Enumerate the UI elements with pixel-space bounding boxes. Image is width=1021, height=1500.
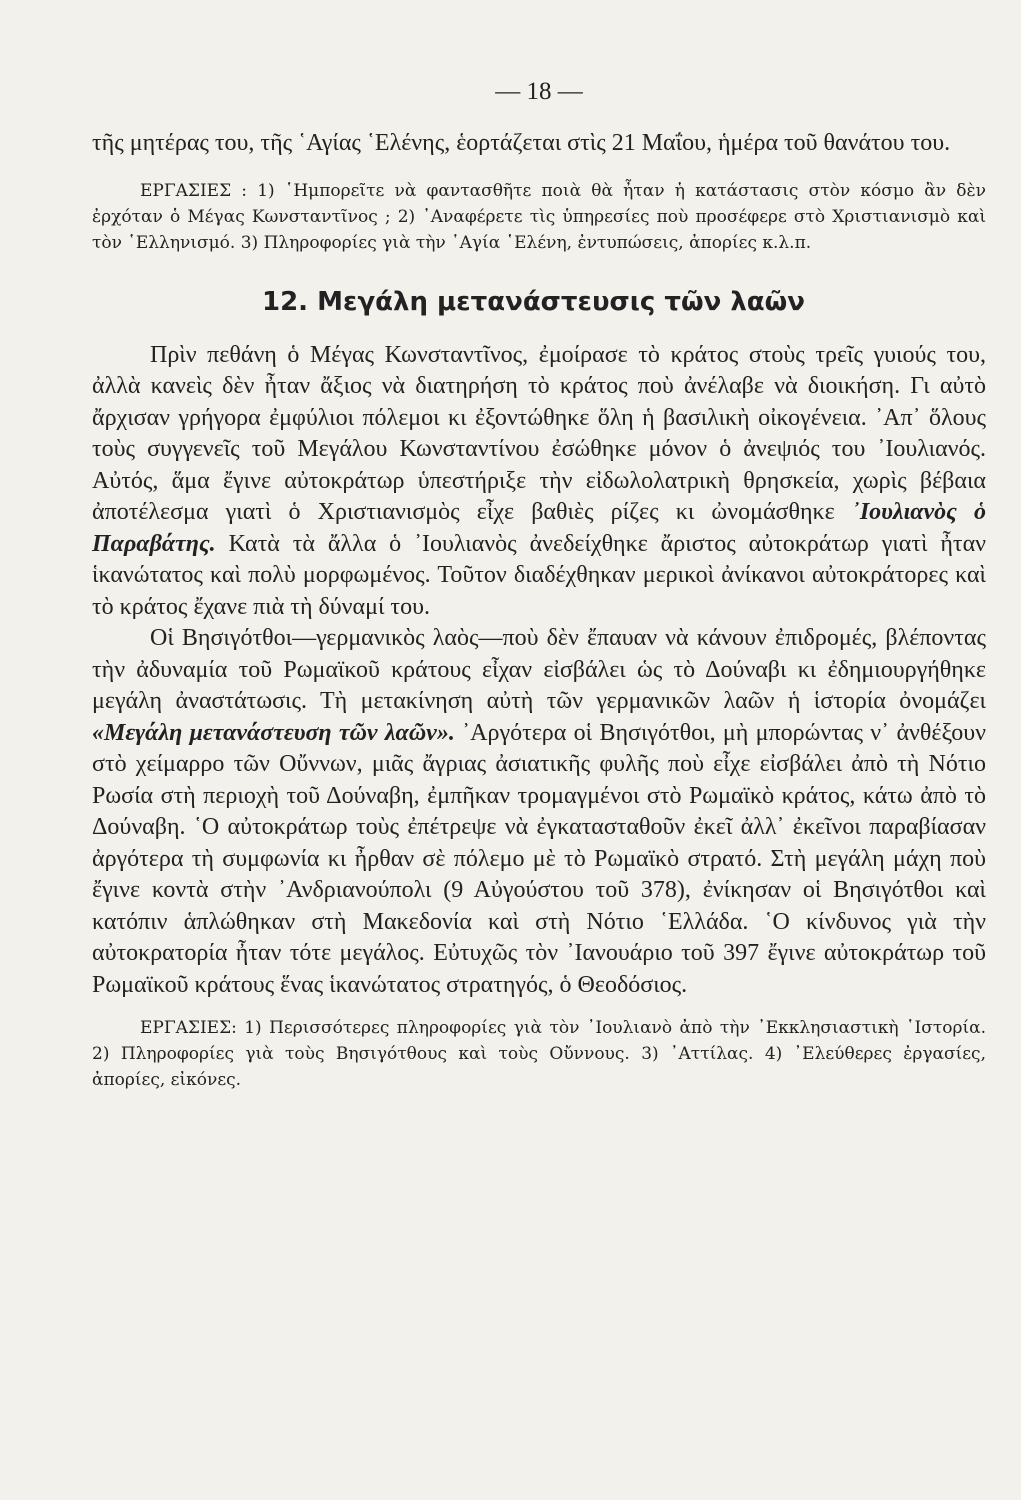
page-number: — 18 — (495, 78, 583, 105)
section-heading: 12. Μεγάλη μετανάστευσις τῶν λαῶν (262, 286, 805, 317)
book-page (92, 78, 986, 1468)
previous-section-tail: τῆς μητέρας του, τῆς ῾Αγίας ῾Ελένης, ἑορτάζεται στὶς 21 Μαΐου, ἡμέρα τοῦ θανάτου του. (92, 130, 951, 156)
paragraph-2-part-a: Οἱ Βησιγότθοι—γερμανικὸς λαὸς—ποὺ δὲν ἔπαυαν νὰ κάνουν ἐπιδρομές, βλέποντας τὴν ἀδυναμία τοῦ Ρωμαϊκοῦ κράτους εἶχαν εἰσβάλει ὡς τὸ Δούναβι κι ἐδημιουργήθηκε μεγάλη ἀναστάτωσις. Τὴ μετακίνηση αὐτὴ τῶν γερμανικῶν λαῶν ἡ ἱστορία ὀνομάζει (92, 625, 986, 714)
paragraph-1-part-a: Πρὶν πεθάνη ὁ Μέγας Κωνσταντῖνος, ἐμοίρασε τὸ κράτος στοὺς τρεῖς γυιούς του, ἀλλὰ κανεὶς δὲν ἦταν ἄξιος νὰ διατηρήση τὸ κράτος ποὺ ἀνέλαβε νὰ διοικήση. Γι αὐτὸ ἄρχισαν γρήγορα ἐμφύλιοι πόλεμοι κι ἐξοντώθηκε ὅλη ἡ βασιλικὴ οἰκογένεια. ᾿Απ᾿ ὅλους τοὺς συγγενεῖς τοῦ Μεγάλου Κωνσταντίνου ἐσώθηκε μόνον ὁ ἀνεψιός του ᾿Ιουλιανός. Αὐτός, ἅμα ἔγινε αὐτοκράτωρ ὑπεστήριξε τὴν εἰδωλολατρικὴ θρησκεία, χωρὶς βέβαια ἀποτέλεσμα γιατὶ ὁ Χριστιανισμὸς εἶχε βαθιὲς ρίζες κι ὠνομάσθηκε (92, 341, 986, 525)
paragraph-2 (92, 623, 986, 1001)
paragraph-2-emphasis: «Μεγάλη μετανάστευση τῶν λαῶν». (92, 719, 455, 746)
paragraph-1-part-b: Κατὰ τὰ ἄλλα ὁ ᾿Ιουλιανὸς ἀνεδείχθηκε ἄριστος αὐτοκράτωρ γιατὶ ἦταν ἱκανώτατος καὶ πολὺ μορφωμένος. Τοῦτον διαδέχθηκαν μερικοὶ ἀνίκανοι αὐτοκράτορες καὶ τὸ κράτος ἔχανε πιὰ τὴ δύναμί του. (92, 530, 987, 620)
paragraph-1-emphasis: ᾿Ιουλιανὸς ὁ Παραβάτης. (92, 499, 987, 557)
tasks-block-2: ΕΡΓΑΣΙΕΣ: 1) Περισσότερες πληροφορίες γιὰ τὸν ᾿Ιουλιανὸ ἀπὸ τὴν ᾿Εκκλησιαστικὴ ῾Ιστορία. 2) Πληροφορίες γιὰ τοὺς Βησιγότθους καὶ τοὺς Οὔννους. 3) ᾿Αττίλας. 4) ᾿Ελεύθερες ἐργασίες, ἀπορίες, εἰκόνες. (92, 1018, 986, 1090)
tasks-block-1: ΕΡΓΑΣΙΕΣ : 1) ῾Ημπορεῖτε νὰ φαντασθῆτε ποιὰ θὰ ἦταν ἡ κατάστασις στὸν κόσμο ἂν δὲν ἐρχόταν ὁ Μέγας Κωνσταντῖνος ; 2) ᾿Αναφέρετε τὶς ὑπηρεσίες ποὺ προσέφερε στὸ Χριστιανισμὸ καὶ τὸν ῾Ελληνισμό. 3) Πληροφορίες γιὰ τὴν ῾Αγία ῾Ελένη, ἐντυπώσεις, ἀπορίες κ.λ.π. (92, 180, 986, 253)
paragraph-1 (92, 340, 986, 624)
paragraph-2-part-b: ᾿Αργότερα οἱ Βησιγότθοι, μὴ μπορώντας ν᾿ ἀνθέξουν στὸ χείμαρρο τῶν Οὔννων, μιᾶς ἄγριας ἀσιατικῆς φυλῆς ποὺ εἶχε εἰσβάλει ἀπὸ τὴ Νότιο Ρωσία στὴ περιοχὴ τοῦ Δούναβη, ἐμπῆκαν τρομαγμένοι στὸ Ρωμαϊκὸ κράτος, κάτω ἀπὸ τὸ Δούναβη. ῾Ο αὐτοκράτωρ τοὺς ἐπέτρεψε νὰ ἐγκατασταθοῦν ἐκεῖ ἀλλ᾿ ἐκεῖνοι παραβίασαν ἀργότερα τὴ συμφωνία κι ἦρθαν σὲ πόλεμο μὲ τὸ Ρωμαϊκὸ στρατό. Στὴ μεγάλη μάχη ποὺ ἔγινε κοντὰ στὴν ᾿Ανδριανούπολι (9 Αὐγούστου τοῦ 378), ἐνίκησαν οἱ Βησιγότθοι καὶ κατόπιν ἁπλώθηκαν στὴ Μακεδονία καὶ στὴ Νότιο ῾Ελλάδα. ῾Ο κίνδυνος γιὰ τὴν αὐτοκρατορία ἦταν τότε μεγάλος. Εὐτυχῶς τὸν ᾿Ιανουάριο τοῦ 397 ἔγινε αὐτοκράτωρ τοῦ Ρωμαϊκοῦ κράτους ἕνας ἱκανώτατος στρατηγός, ὁ Θεοδόσιος. (92, 719, 987, 998)
